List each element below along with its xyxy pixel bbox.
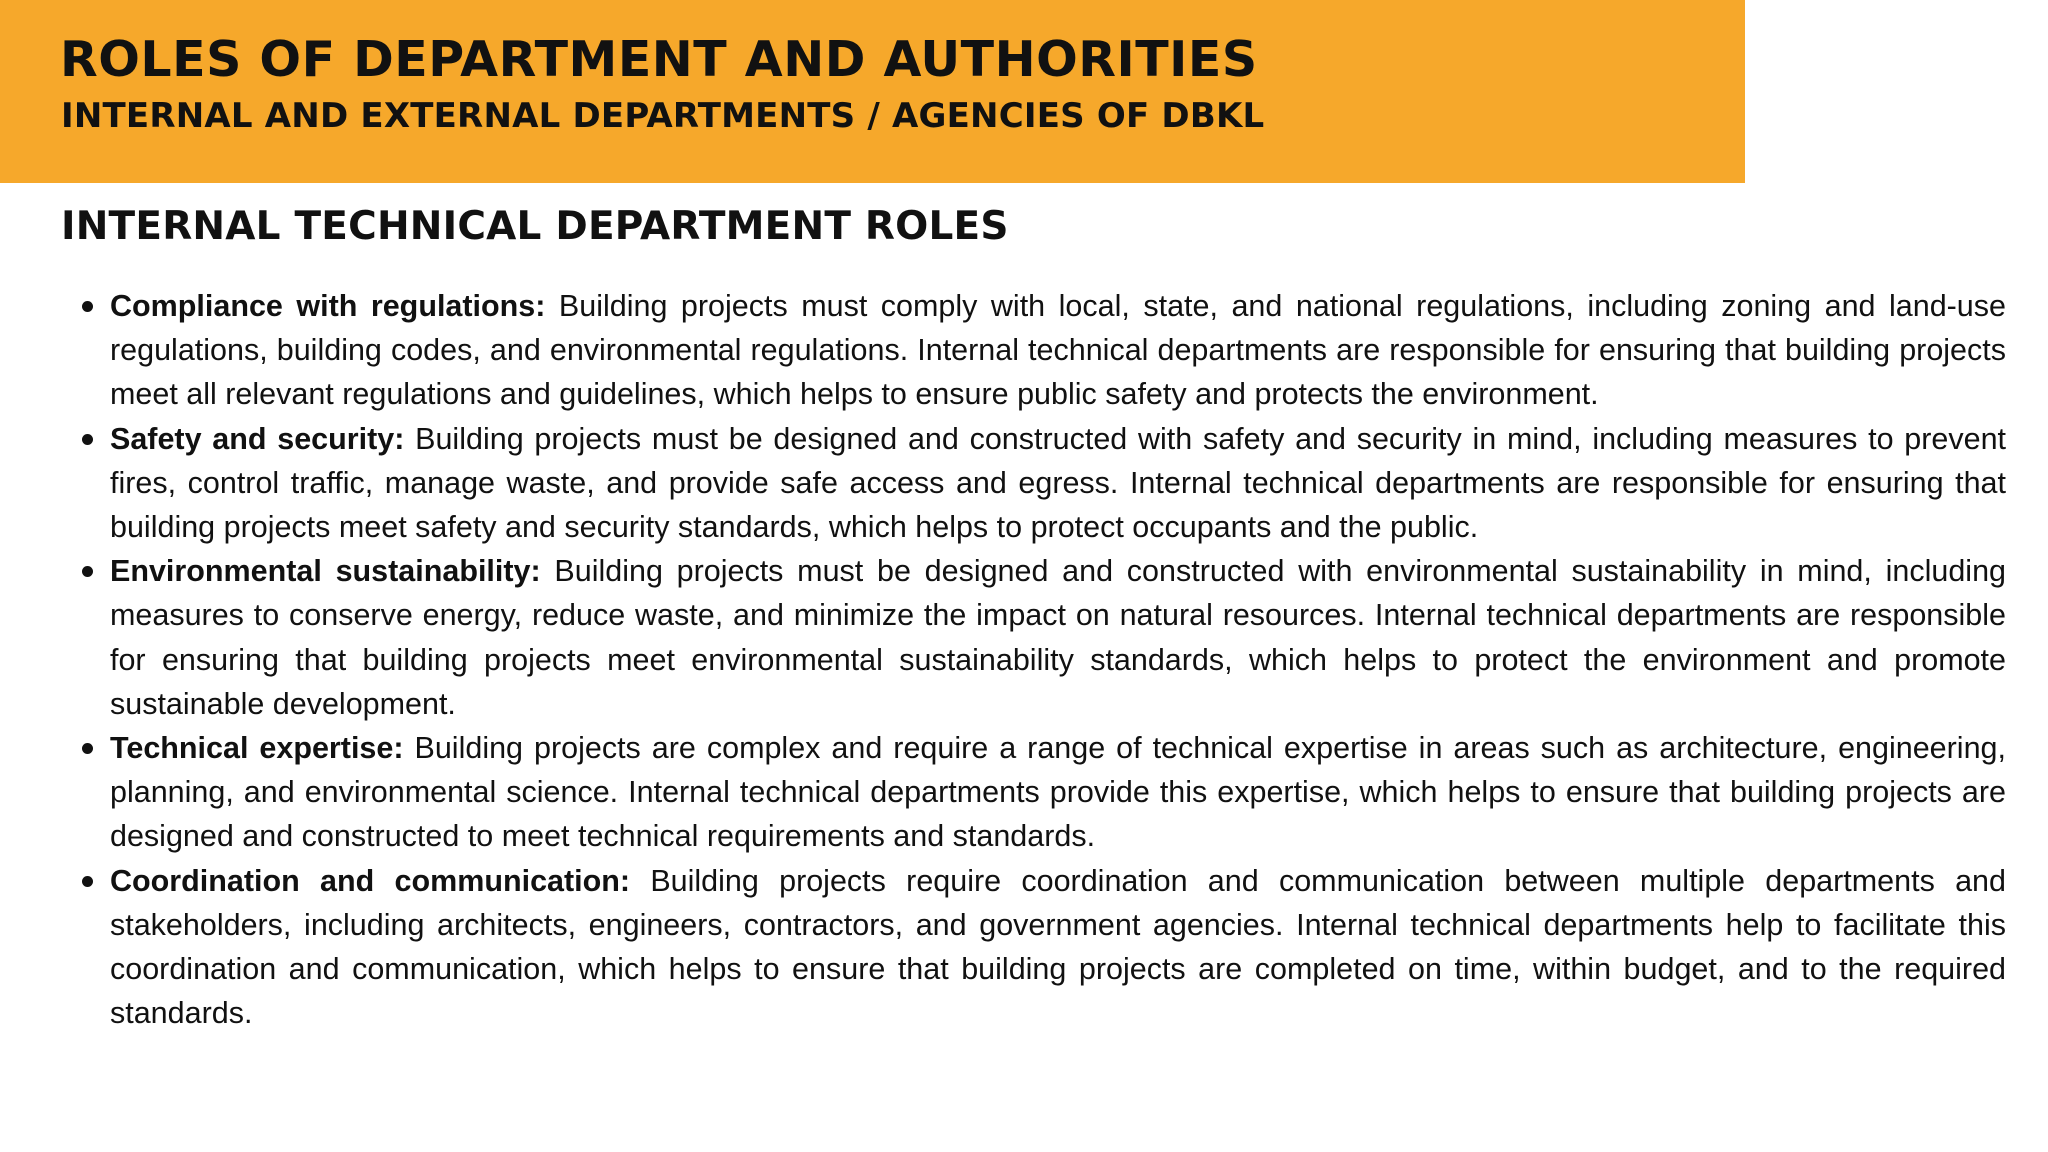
bullet-icon <box>82 566 93 577</box>
role-item-compliance <box>110 284 2006 417</box>
roles-list <box>110 284 2006 1035</box>
role-item-sustainability <box>110 549 2006 726</box>
role-title: Compliance with regulations: <box>110 289 546 323</box>
role-title: Environmental sustainability: <box>110 554 541 589</box>
bullet-icon <box>82 876 93 887</box>
header-banner <box>0 0 1745 183</box>
role-title: Technical expertise: <box>110 731 404 766</box>
role-item-safety <box>110 417 2006 550</box>
role-text: Building projects are complex and require a range of technical expertise in areas such as architecture, engineering, planning, and environmental science. Internal technical departments provide this expertise, which helps to ensure that building projects are designed and constructed to meet technical requirements and standards. <box>110 731 2006 854</box>
page-subtitle: INTERNAL AND EXTERNAL DEPARTMENTS / AGENCIES OF DBKL <box>61 96 1265 136</box>
role-title: Safety and security: <box>110 421 405 456</box>
section-heading: INTERNAL TECHNICAL DEPARTMENT ROLES <box>61 204 1009 249</box>
role-text: Building projects require coordination and communication between multiple departments and stakeholders, including architects, engineers, contractors, and government agencies. Internal technical departments help to facilitate this coordination and communication, which helps to ensure that building projects are completed on time, within budget, and to the required standards. <box>110 863 2006 1031</box>
bullet-icon <box>82 301 93 312</box>
bullet-icon <box>82 743 93 754</box>
bullet-icon <box>82 434 93 445</box>
page-title: ROLES OF DEPARTMENT AND AUTHORITIES <box>60 31 1258 88</box>
role-title: Coordination and communication: <box>110 863 631 898</box>
role-text: Building projects must be designed and constructed with environmental sustainability in mind, including measures to conserve energy, reduce waste, and minimize the impact on natural resources. Internal technical departments are responsible for ensuring that building projects meet environmental sustainability standards, which helps to protect the environment and promote sustainable development. <box>110 554 2006 721</box>
role-item-expertise <box>110 726 2006 859</box>
role-item-coordination <box>110 859 2006 1036</box>
role-text: Building projects must be designed and constructed with safety and security in mind, including measures to prevent fires, control traffic, manage waste, and provide safe access and egress. Internal technical departments are responsible for ensuring that building projects meet safety and security standards, which helps to protect occupants and the public. <box>110 421 2007 545</box>
role-text: Building projects must comply with local, state, and national regulations, including zoning and land-use regulations, building codes, and environmental regulations. Internal technical departments are responsible for ensuring that building projects meet all relevant regulations and guidelines, which helps to ensure public safety and protects the environment. <box>110 289 2006 412</box>
